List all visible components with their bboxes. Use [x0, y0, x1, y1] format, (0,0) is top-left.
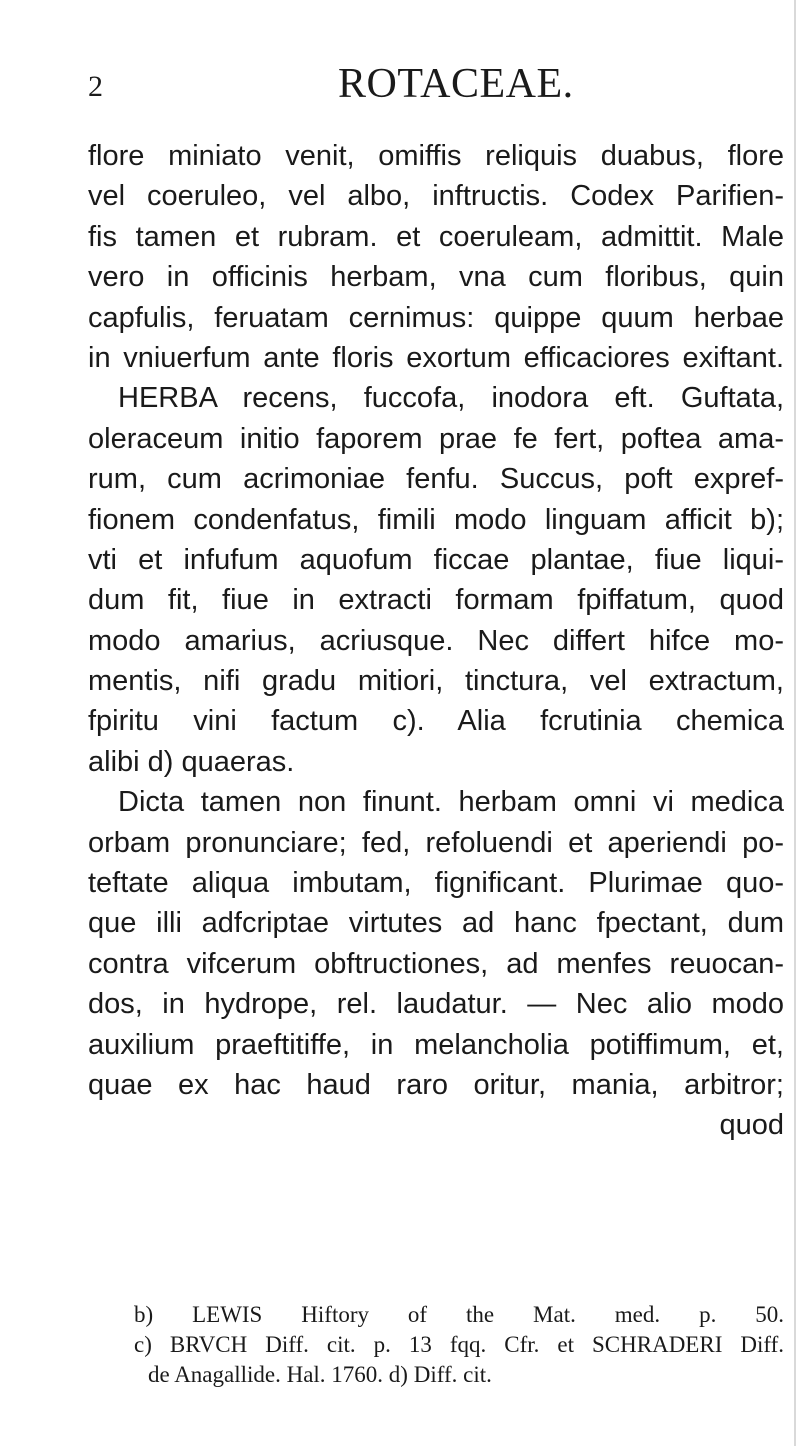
body-line: rum, cum acrimoniae fenfu. Succus, poft expref- [88, 463, 784, 496]
body-line: teftate aliqua imbutam, fignificant. Plurimae quo- [88, 867, 784, 900]
body-line: vti et infufum aquofum ficcae plantae, fiue liqui- [88, 543, 784, 576]
body-line: que illi adfcriptae virtutes ad hanc fpectant, dum [88, 907, 784, 940]
body-line: alibi d) quaeras. [88, 745, 295, 778]
body-line: orbam pronunciare; fed, refoluendi et aperiendi po- [88, 826, 784, 859]
body-line: modo amarius, acriusque. Nec differt hifce mo- [88, 624, 784, 657]
body-line: fpiritu vini factum c). Alia fcrutinia chemica [88, 705, 784, 738]
page-header [88, 60, 778, 110]
body-line: flore miniato venit, omiffis reliquis duabus, flore [88, 140, 784, 172]
footnotes [134, 1300, 784, 1390]
body-line: fis tamen et rubram. et coeruleam, admittit. Male [88, 220, 784, 253]
body-line: auxilium praeftitiffe, in melancholia potiffimum, et, [88, 1028, 784, 1061]
body-line: quae ex hac haud raro oritur, mania, arbitror; [88, 1068, 784, 1101]
body-line: vero in officinis herbam, vna cum floribus, quin [88, 261, 784, 294]
body-line: contra vifcerum obftructiones, ad menfes reuocan- [88, 947, 784, 980]
page-edge-shadow [794, 0, 796, 1446]
body-line: mentis, nifi gradu mitiori, tinctura, vel extractum, [88, 665, 784, 698]
footnote-c-d: de Anagallide. Hal. 1760. d) Diff. cit. [148, 1362, 492, 1387]
body-line: oleraceum initio faporem prae fe fert, poftea ama- [88, 422, 784, 455]
body-line: Dicta tamen non finunt. herbam omni vi medica [118, 786, 784, 819]
footnote-b: b) LEWIS Hiftory of the Mat. med. p. 50. [134, 1302, 784, 1327]
body-line: vel coeruleo, vel albo, inftructis. Codex Parifien- [88, 180, 784, 213]
page-number: 2 [88, 70, 103, 103]
catchword: quod [719, 1109, 784, 1142]
body-line: in vniuerfum ante floris exortum efficaciores exiftant. [88, 341, 784, 374]
body-line: dos, in hydrope, rel. laudatur. — Nec alio modo [88, 988, 784, 1021]
body-line: HERBA recens, fuccofa, inodora eft. Guftata, [118, 382, 784, 415]
body-line: dum fit, fiue in extracti formam fpiffatum, quod [88, 584, 784, 617]
footnote-c: c) BRVCH Diff. cit. p. 13 fqq. Cfr. et SCHRADERI Diff. [134, 1332, 784, 1357]
body-text [88, 136, 784, 1146]
running-head: ROTACEAE. [338, 61, 574, 107]
body-line: capfulis, feruatam cernimus: quippe quum herbae [88, 301, 784, 334]
body-line: fionem condenfatus, fimili modo linguam afficit b); [88, 503, 784, 536]
